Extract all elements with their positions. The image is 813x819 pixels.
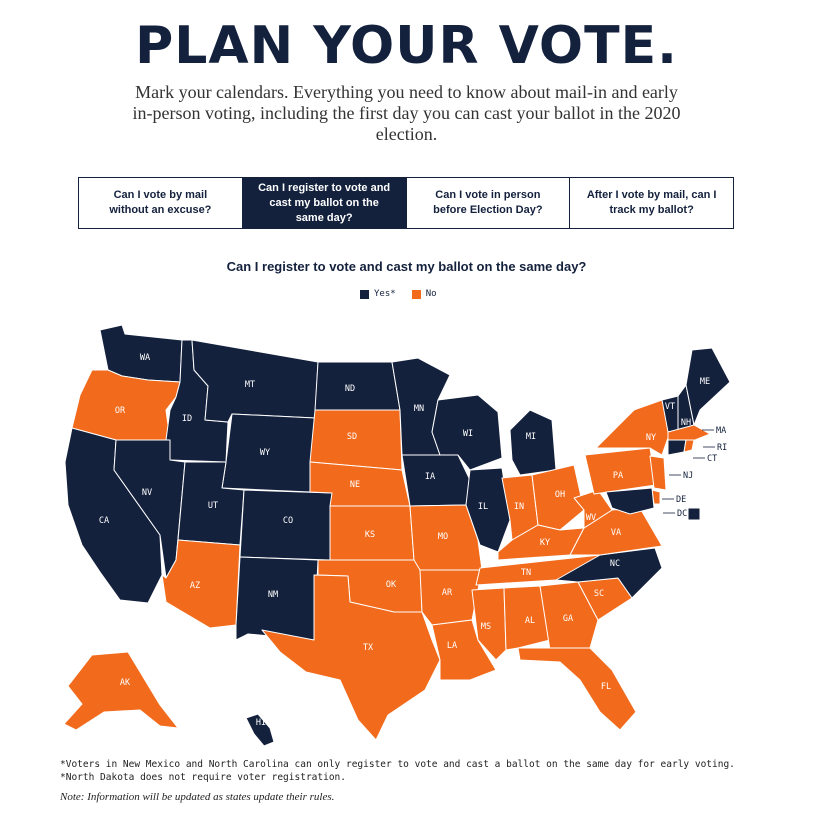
state-fl[interactable] bbox=[518, 648, 636, 730]
state-label-nc: NC bbox=[609, 559, 621, 569]
state-label-ut: UT bbox=[207, 501, 219, 511]
state-label-pa: PA bbox=[612, 471, 624, 481]
state-label-al: AL bbox=[524, 616, 536, 626]
tab-track-ballot[interactable]: After I vote by mail, can I track my ballot? bbox=[569, 178, 733, 228]
state-label-ny: NY bbox=[645, 433, 657, 443]
state-label-in: IN bbox=[513, 502, 525, 512]
state-label-ct: CT bbox=[707, 454, 718, 464]
legend-yes-swatch bbox=[360, 290, 369, 299]
state-nd[interactable] bbox=[315, 362, 400, 410]
state-label-md: MD bbox=[641, 491, 652, 501]
state-label-me: ME bbox=[699, 377, 711, 387]
state-label-tx: TX bbox=[362, 643, 374, 653]
state-label-wy: WY bbox=[259, 448, 271, 458]
state-label-sd: SD bbox=[346, 432, 358, 442]
state-label-ms: MS bbox=[480, 622, 492, 632]
state-label-il: IL bbox=[477, 502, 489, 512]
state-ny[interactable] bbox=[596, 400, 670, 455]
update-note: Note: Information will be updated as states update their rules. bbox=[60, 791, 335, 803]
state-label-ma: MA bbox=[716, 426, 727, 436]
state-label-nh: NH bbox=[680, 418, 692, 428]
state-ri[interactable] bbox=[684, 440, 694, 452]
tab-vote-by-mail[interactable]: Can I vote by mail without an excuse? bbox=[79, 178, 242, 228]
state-label-mt: MT bbox=[244, 380, 256, 390]
state-label-wa: WA bbox=[139, 353, 151, 363]
legend-no-label: No bbox=[425, 289, 437, 299]
state-label-ia: IA bbox=[424, 472, 436, 482]
state-label-ca: CA bbox=[98, 516, 110, 526]
state-ia[interactable] bbox=[402, 455, 470, 506]
state-label-id: ID bbox=[181, 414, 193, 424]
state-label-va: VA bbox=[610, 528, 622, 538]
state-label-tn: TN bbox=[520, 568, 532, 578]
state-label-co: CO bbox=[282, 516, 294, 526]
state-label-ri: RI bbox=[717, 443, 728, 453]
state-label-nm: NM bbox=[267, 590, 279, 600]
state-label-de: DE bbox=[676, 495, 687, 505]
state-label-dc: DC bbox=[677, 509, 688, 519]
state-label-ks: KS bbox=[364, 530, 376, 540]
map-question: Can I register to vote and cast my ballot on the same day? bbox=[226, 259, 587, 274]
state-label-ok: OK bbox=[385, 580, 397, 590]
state-dc[interactable] bbox=[688, 508, 700, 520]
state-label-hi: HI bbox=[255, 718, 267, 728]
state-label-nd: ND bbox=[344, 384, 356, 394]
state-label-nj: NJ bbox=[683, 471, 694, 481]
state-label-oh: OH bbox=[554, 490, 566, 500]
tab-same-day-registration[interactable]: Can I register to vote and cast my ballot on the same day? bbox=[242, 178, 406, 228]
map-legend bbox=[360, 289, 437, 299]
state-label-or: OR bbox=[114, 406, 126, 416]
state-label-ak: AK bbox=[119, 678, 131, 688]
state-ct[interactable] bbox=[668, 440, 686, 455]
us-map bbox=[0, 305, 813, 755]
state-label-ky: KY bbox=[539, 538, 551, 548]
state-ak[interactable] bbox=[64, 652, 178, 730]
state-label-ne: NE bbox=[349, 480, 361, 490]
footnote-2: *North Dakota does not require voter registration. bbox=[60, 772, 346, 783]
state-label-mo: MO bbox=[437, 532, 449, 542]
legend-yes-label: Yes* bbox=[374, 289, 396, 299]
legend-no bbox=[412, 289, 437, 299]
footnote-1: *Voters in New Mexico and North Carolina can only register to vote and cast a ballot on the same day for early voting. bbox=[60, 759, 735, 770]
state-label-sc: SC bbox=[593, 589, 605, 599]
state-label-az: AZ bbox=[189, 581, 201, 591]
intro-text: Mark your calendars. Everything you need to know about mail-in and early in-person voting, including the first day you can cast your ballot in the 2020 election. bbox=[132, 82, 681, 144]
legend-no-swatch bbox=[412, 290, 421, 299]
state-label-vt: VT bbox=[664, 402, 676, 412]
state-label-fl: FL bbox=[600, 682, 612, 692]
state-label-wi: WI bbox=[462, 429, 474, 439]
tab-early-in-person[interactable]: Can I vote in person before Election Day? bbox=[406, 178, 570, 228]
state-label-ga: GA bbox=[562, 614, 574, 624]
state-label-mi: MI bbox=[525, 432, 537, 442]
state-mi[interactable] bbox=[510, 410, 556, 475]
page-title: PLAN YOUR VOTE. bbox=[135, 16, 678, 76]
state-label-wv: WV bbox=[585, 513, 597, 523]
legend-yes bbox=[360, 289, 396, 299]
question-tabs bbox=[78, 177, 734, 229]
state-label-nv: NV bbox=[141, 488, 153, 498]
state-label-mn: MN bbox=[413, 404, 425, 414]
state-label-ar: AR bbox=[441, 588, 453, 598]
state-label-la: LA bbox=[446, 641, 458, 651]
state-or[interactable] bbox=[72, 370, 180, 440]
